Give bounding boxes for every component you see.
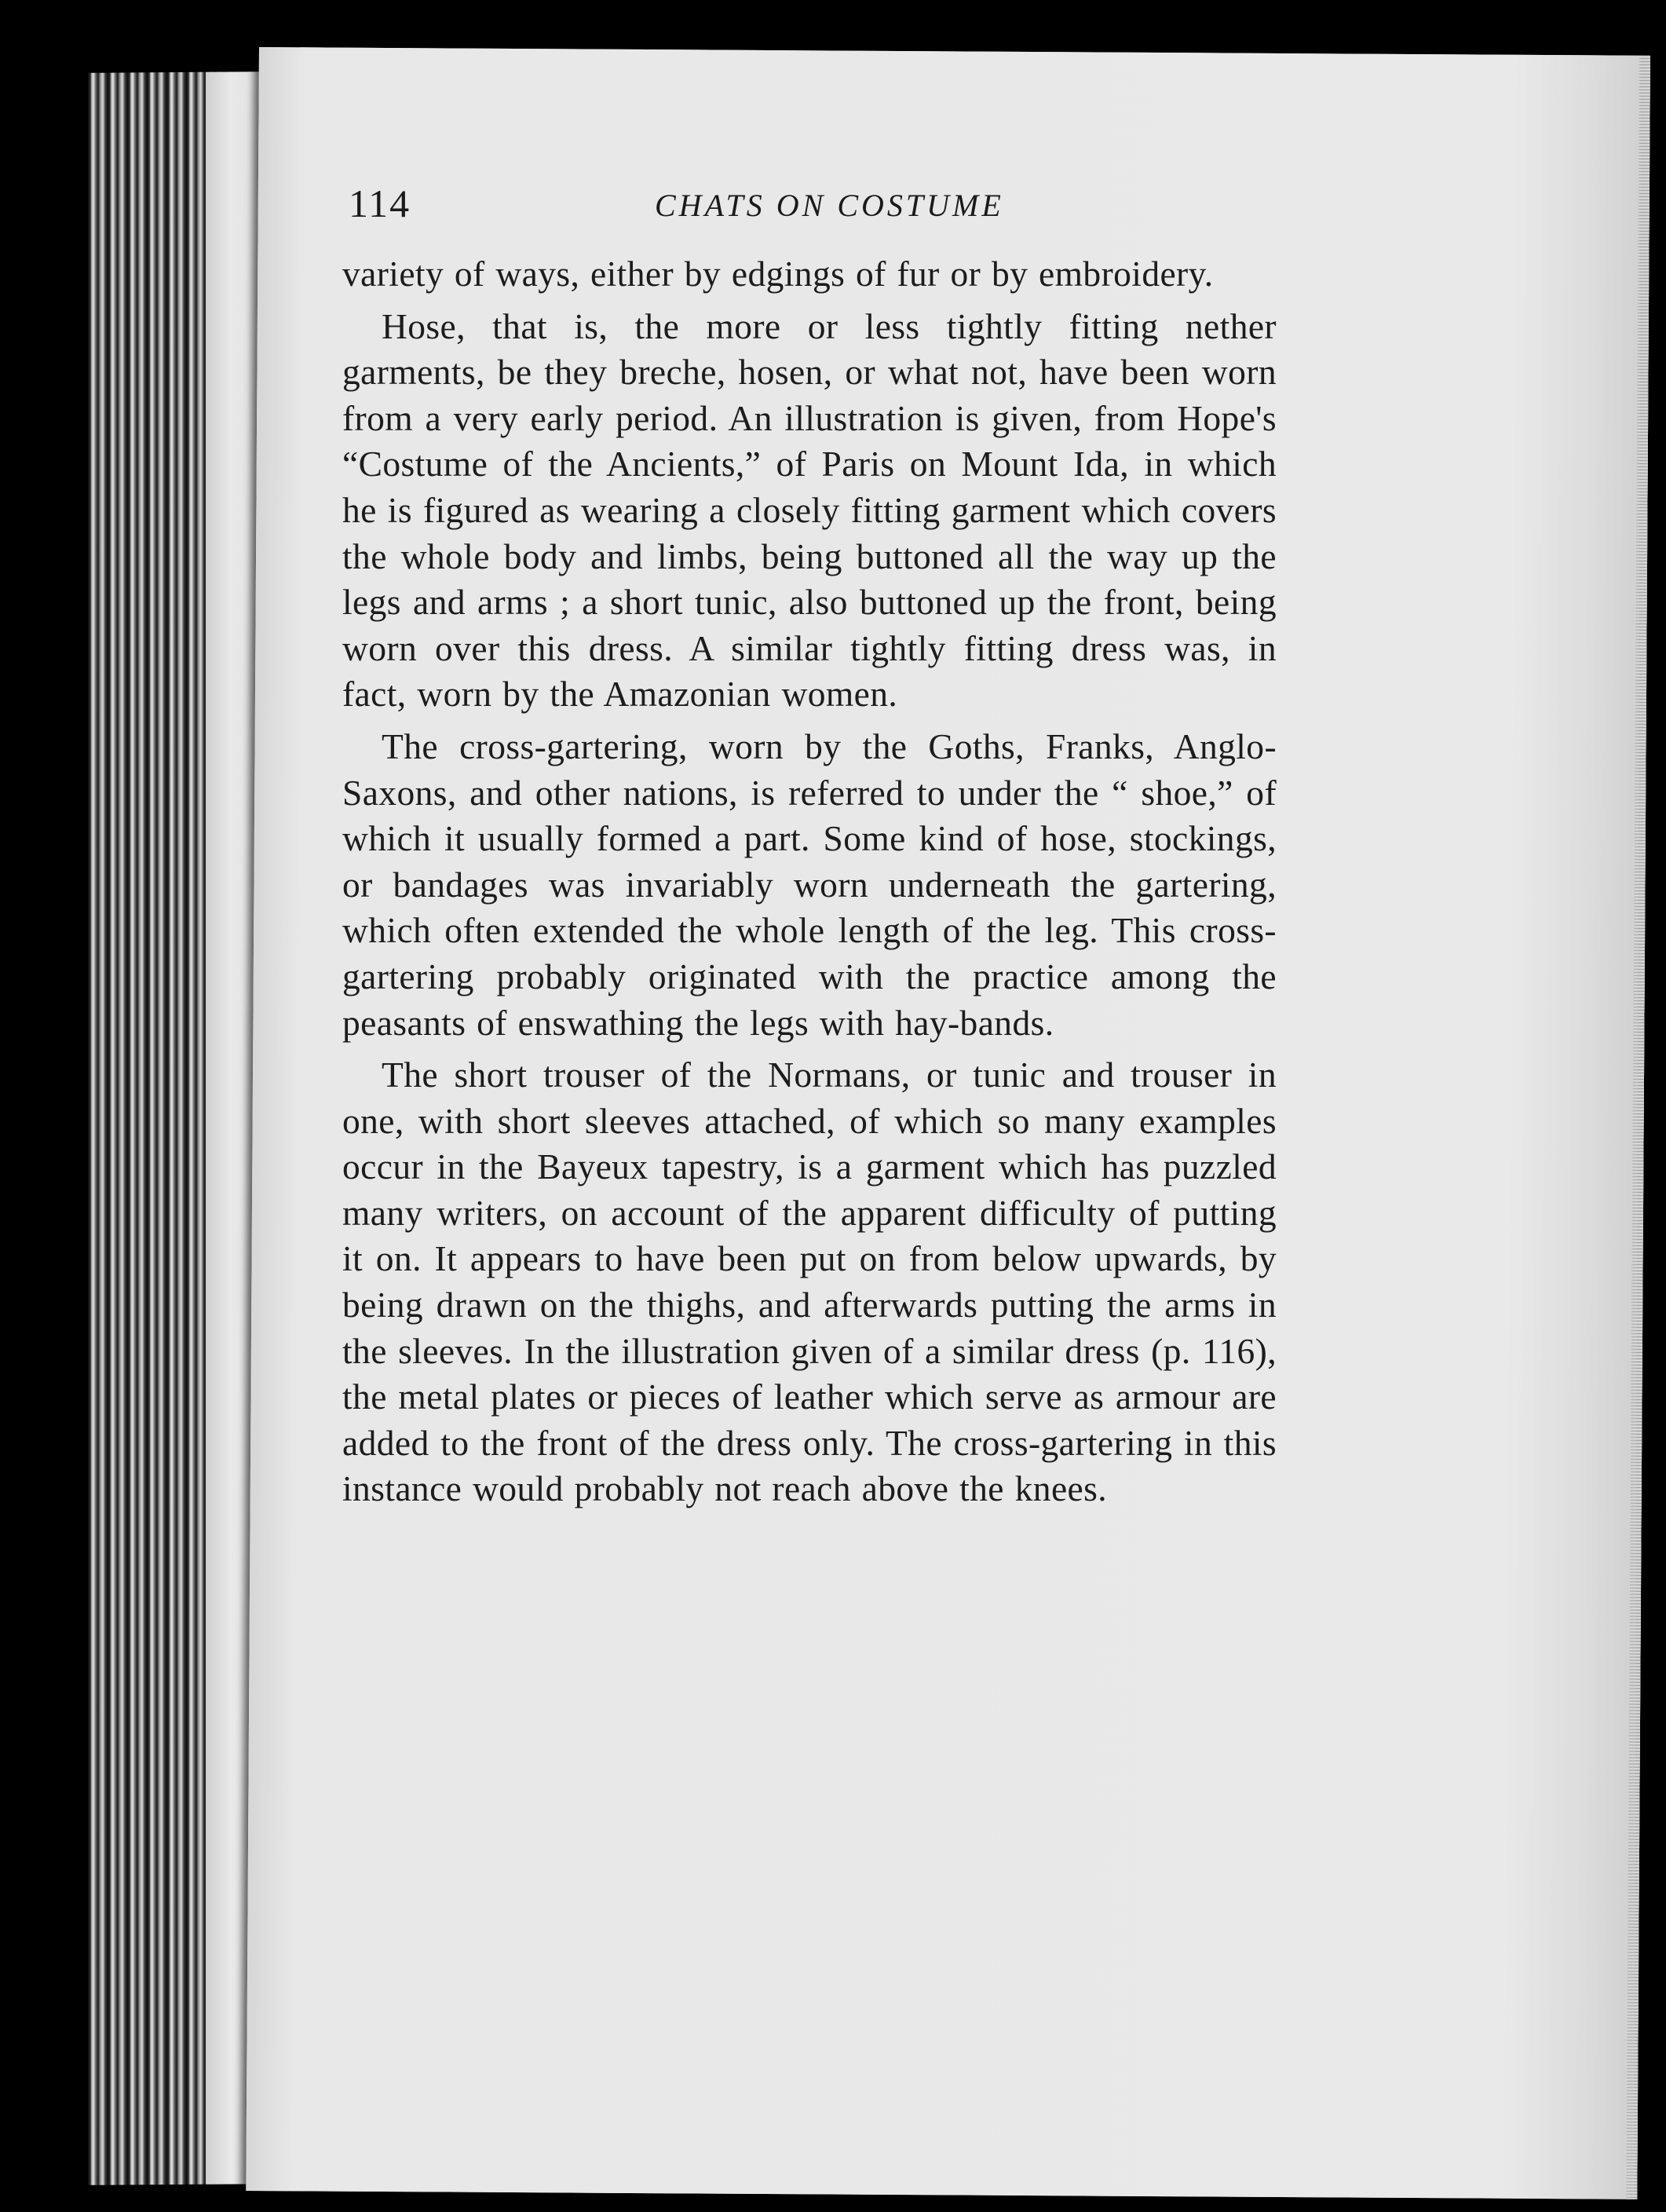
page-header [349, 181, 1275, 243]
paragraph-norman-trouser: The short trouser of the Normans, or tunic and trouser in one, with short sleeves attached, of which so many examples occur in the Bayeux tapestry, is a garment which has puzzled many writers, on account of the apparent difficulty of putting it on. It appears to have been put on from below upwards, by being drawn on the thighs, and afterwards putting the arms in the sleeves. In the illustration given of a similar dress (p. 116), the metal plates or pieces of leather which serve as armour are added to the front of the dress only. The cross-gartering in this instance would probably not reach above the knees. [342, 1055, 1277, 1509]
body-text [342, 251, 1277, 1519]
paragraph-cross-gartering: The cross-gartering, worn by the Goths, Franks, Anglo-Saxons, and other nations, is referred to under the “ shoe,” of which it usually formed a part. Some kind of hose, stockings, or bandages was invariably worn underneath the gartering, which often extended the whole length of the leg. This cross-gartering probably originated with the practice among the peasants of enswathing the legs with hay-bands. [342, 726, 1277, 1043]
book-page-edges [88, 71, 269, 2185]
paragraph-continued: variety of ways, either by edgings of fur or by embroidery. [342, 254, 1214, 294]
page-right-edge [1626, 56, 1650, 2199]
running-head: CHATS ON COSTUME [655, 188, 1004, 223]
paragraph-hose: Hose, that is, the more or less tightly fitting nether garments, be they breche, hosen, or what not, have been worn from a very early period. An illustration is given, from Hope's “Costume of the Ancients,” of Paris on Mount Ida, in which he is figured as wearing a closely fitting garment which covers the whole body and limbs, being buttoned all the way up the legs and arms ; a short tunic, also buttoned up the front, being worn over this dress. A similar tightly fitting dress was, in fact, worn by the Amazonian women. [342, 305, 1277, 715]
page-number: 114 [349, 181, 411, 225]
